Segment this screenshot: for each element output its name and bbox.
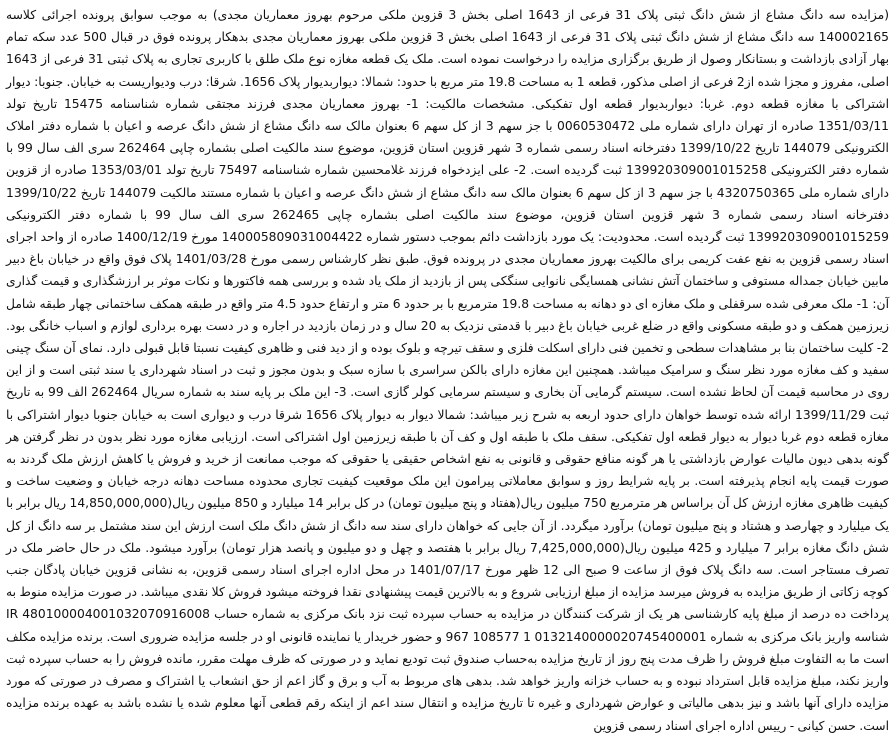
notice-body-text: (مزایده سه دانگ مشاع از شش دانگ ثبتی پلاک 31 فرعی از 1643 اصلی بخش 3 قزوین ملکی مرحوم بهروز معماریان مجدی) به موجب سوابق پرونده اجرائی کلاسه 140002165 سه دانگ مشاع از شش دانگ ثبتی پلاک 31 فرعی از 1643 اصلی بخش 3 قزوین ملکی بهروز معماریان مجدی بدهکار پرونده فوق در قبال 500 عدد سکه تمام بهار آزادی بازداشت و بستانکار وصول از طریق برگزاری مزایده را درخواست نموده است. ملک یک قطعه مغازه نوع ملک طلق با کاربری تجاری به پلاک ثبتی 31 فرعی از 1643 اصلی، مفروز و مجزا شده از2 فرعی از اصلی مذکور، قطعه 1 به مساحت 19.8 متر مربع با حدود: شمالا: دیواربدیوار پلاک 1656. شرقا: درب ودیواریست به خیابان. جنوبا: دیوار اشتراکی با مغازه قطعه دوم. غربا: دیواربدیوار قطعه اول تفکیکی. مشخصات مالکیت: 1- بهروز معماریان مجدی فرزند مجتقی شماره شناسنامه 15475 تاریخ تولد 1351/03/11 صادره از تهران دارای شماره ملی 0060530472 با جز سهم 3 از کل سهم 6 بعنوان مالک سه دانگ مشاع از شش دانگ عرصه و اعیان با شماره دفتر املاک الکترونیکی 144079 تاریخ 1399/10/22 دفترخانه اسناد رسمی شماره 3 شهر قزوین استان قزوین، موضوع سند مالکیت اصلی بشماره چاپی 262464 سری الف سال 99 با شماره دفتر الکترونیکی 139920309001015258 ثبت گردیده است. 2- علی ایزدخواه فرزند غلامحسین شماره شناسنامه 75497 تاریخ تولد 1353/03/01 صادره از قزوین دارای شماره ملی 4320750365 با جز سهم 3 از کل سهم 6 بعنوان مالک سه دانگ مشاع از شش دانگ عرصه و اعیان با شماره مستند مالکیت 144079 تاریخ 1399/10/22 دفترخانه اسناد رسمی شماره 3 شهر قزوین استان قزوین، موضوع سند مالکیت اصلی بشماره چاپی 262465 سری الف سال 99 با شماره دفتر الکترونیکی 139920309001015259 ثبت گردیده است. محدودیت: یک مورد بازداشت دائم بموجب دستور شماره 140005809031004422 مورخ 1400/12/19 صادره از واحد اجرای اسناد رسمی قزوین به نفع عفت کریمی برای مالکیت بهروز معماریان مجدی در پرونده فوق. طبق نظر کارشناس رسمی مورخ 1401/03/28 پلاک فوق واقع در خیابان باغ دبیر مابین خیابان جمداله مستوفی و ساختمان آتش نشانی همسایگی نانوایی سنگکی پس از بازدید از ملک یاد شده و بررسی همه فاکتورها و نکات موثر بر ارزشگذاری و قیمت گذاری آن: 1- ملک معرفی شده سرقفلی و ملک مغازه ای دو دهانه به مساحت 19.8 مترمربع با بر حدود 6 متر و ارتفاع حدود 4.5 متر واقع در طبقه همکف ساختمانی چهار طبقه شامل زیرزمین همکف و دو طبقه مسکونی واقع در ضلع غربی خیابان باغ دبیر با قدمتی نزدیک به 20 سال و در زمان بازدید در اجاره و در دست بهره برداری لوازم و اسباب خانگی بود. 2- کلیت ساختمان بنا بر مشاهدات سطحی و تخمین فنی دارای اسکلت فلزی و سقف تیرچه و بلوک بوده و از دید فنی و ظاهری کیفیت نسبتا قابل قبولی دارد. نمای آن سنگ چینی سفید و کف مغازه مورد نظر سنگ و سرامیک میباشد. همچنین این مغازه دارای بالکن سراسری با سازه سبک و بدون مجوز و ثبت در اسناد شهرداری یا سند ثبتی است و از این روی در محاسبه قیمت آن لحاظ نشده است. سیستم گرمایی آن بخاری و سیستم سرمایی کولر گازی است. 3- این ملک بر پایه سند به شماره سریال 262464 الف 99 به تاریخ ثبت 1399/11/29 ارائه شده توسط خواهان دارای حدود اربعه به شرح زیر میباشد: شمالا دیوار به دیوار پلاک 1656 شرقا درب و دیواری است به خیابان جنوبا دیوار اشتراکی با مغازه قطعه دوم غربا دیوار به دیوار قطعه اول تفکیکی. سقف ملک با طبقه اول و کف آن با طبقه زیرزمین اول اشتراکی است. ارزیابی مغازه مورد نظر بدون در نظر گرفتن هر گونه بدهی دیون مالیات عوارض بازداشتی یا هر گونه منافع حقوقی و قانونی به نفع اشخاص حقیقی یا حقوقی که موجب ممانعت از خرید و فروش یا کاهش ارزش ملک گردند به صورت قیمت پایه انجام پذیرفته است. بر پایه شرایط روز و سوابق معاملاتی پیرامون این ملک موقعیت کیفیت تجاری محدوده مساحت دهانه درجه خیابان و وضعیت ساخت و کیفیت ظاهری مغازه ارزش کل آن براساس هر مترمربع 750 میلیون ریال(هفتاد و پنج میلیون تومان) در کل برابر 14 میلیارد و 850 میلیون ریال(14,850,000,000 ریال برابر با یک میلیارد و چهارصد و هشتاد و پنج میلیون تومان) برآورد میگردد. از آن جایی که خواهان دارای سند سه دانگ از شش دانگ ملک است ارزش این سند مشتمل بر سه دانگ از کل شش دانگ مغازه برابر 7 میلیارد و 425 میلیون ریال(7,425,000,000 ریال برابر با هفتصد و چهل و دو میلیون و پانصد هزار تومان) برآورد میشود. ملک در حال حاضر ملک در تصرف مستاجر است. سه دانگ پلاک فوق از ساعت 9 صبح الی 12 ظهر مورخ 1401/07/17 در محل اداره اجرای اسناد رسمی قزوین، به نشانی قزوین خیابان پادگان جنب کوچه زکاتی از طریق مزایده به فروش میرسد مزایده از مبلغ ارزیابی شروع و به بالاترین قیمت پیشنهادی نقدا فروخته میشود فروش کلا نقدی میباشد. در صورت مزایده منوط به پرداخت ده درصد از مبلغ پایه کارشناسی هر یک از شرکت کنندگان در مزایده به حساب سپرده ثبت نزد بانک مرکزی به شماره حساب IR 480100004001032070916008 شناسه واریز بانک مرکزی به شماره 0132140000020745400001 1 108577 967 و حضور خریدار یا نماینده قانونی او در جلسه مزایده ضروری است. برنده مزایده مکلف است ما به التفاوت مبلغ فروش را ظرف مدت پنج روز از تاریخ مزایده به‌حساب صندوق ثبت تودیع نماید و در صورتی که ظرف مهلت مقرر، مانده فروش را به حساب سپرده ثبت واریز نکند، مبلغ مزایده قابل استرداد نبوده و به حساب خزانه واریز خواهد شد. بدهی های مربوط به آب و برق و گاز اعم از حق انشعاب یا اشتراک و مصرف در صورتی که مورد مزایده دارای آنها باشد و نیز بدهی مالیاتی و عوارض شهرداری و غیره تا تاریخ مزایده و انتقال سند اعم از اینکه رقم قطعی آنها معلوم شده یا نشده باشد به عهده برنده مزایده است. حسن کیانی - رییس اداره اجرای اسناد رسمی قزوین xyxy=(6,8,890,733)
auction-notice xyxy=(6,4,889,737)
